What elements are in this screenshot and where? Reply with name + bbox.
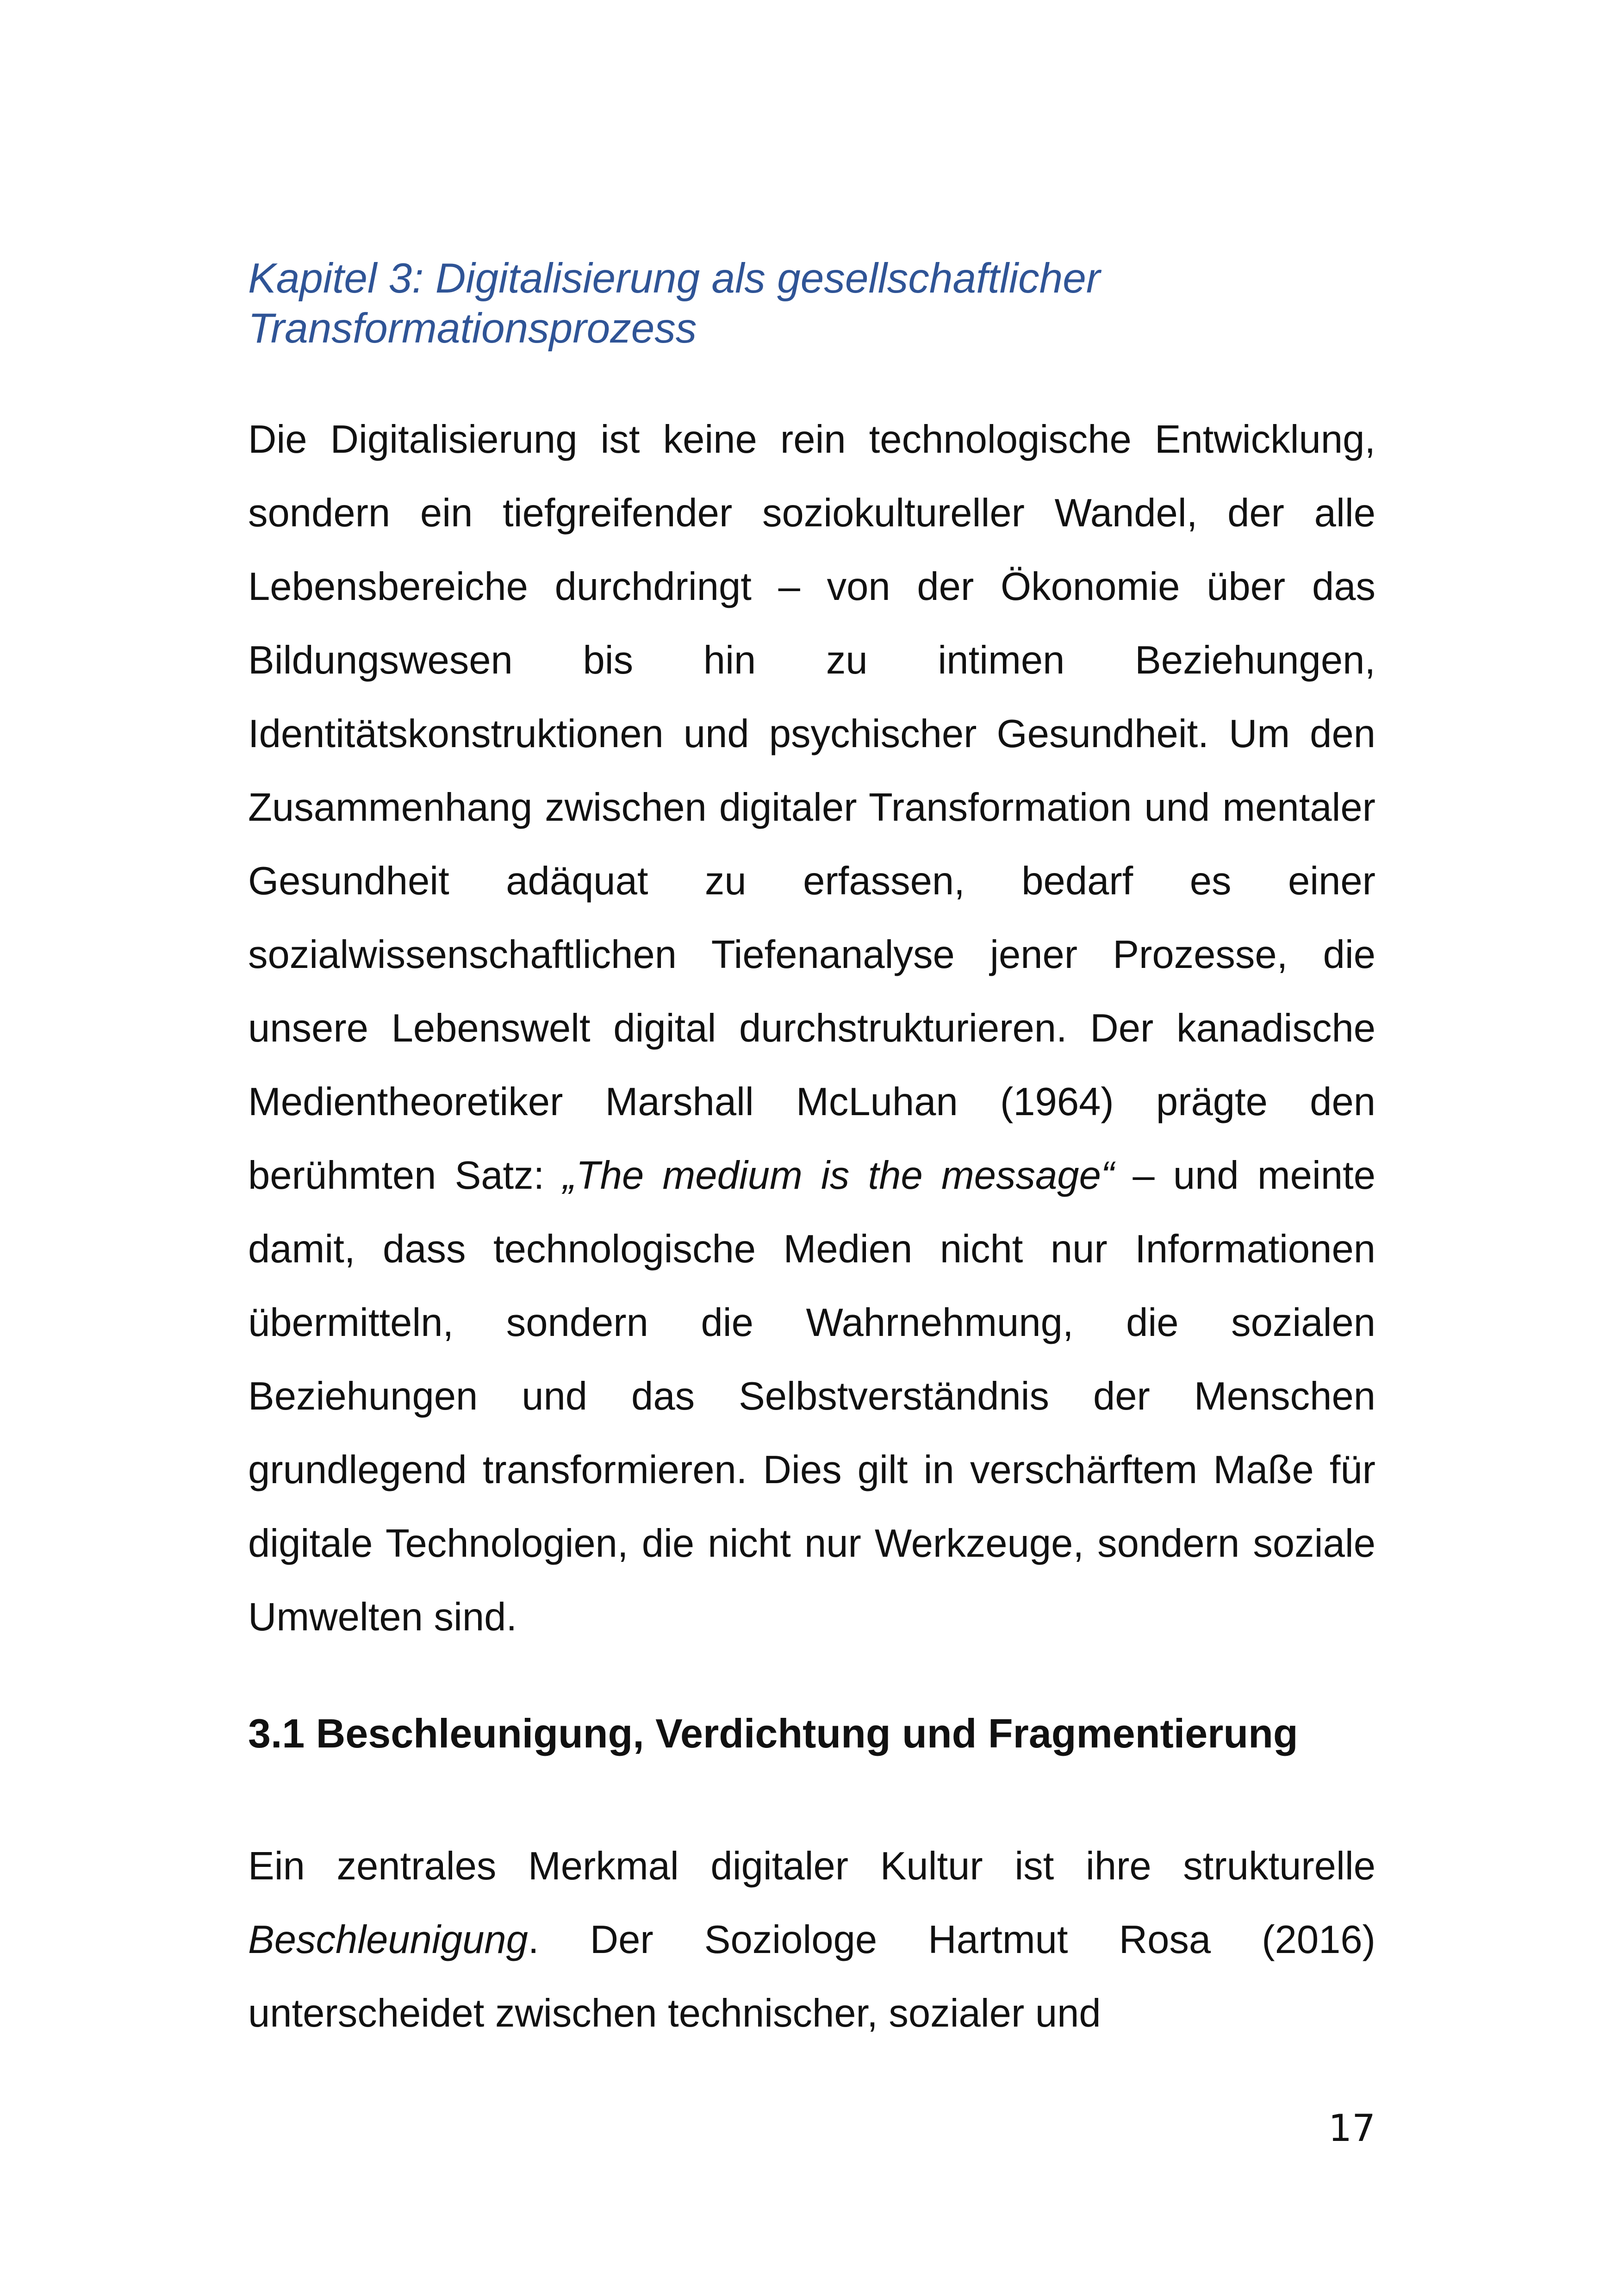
section-text-after-term: . Der Soziologe Hartmut Rosa (2016) unterscheidet zwischen technischer, sozialer und	[248, 1918, 1375, 2035]
mcluhan-quote: „The medium is the message“	[563, 1154, 1114, 1198]
section-paragraph	[248, 1829, 1375, 2050]
intro-paragraph	[248, 403, 1375, 1654]
intro-text-after-quote: – und meinte damit, dass technologische Medien nicht nur Informationen übermitteln, sondern die Wahrnehmung, die sozialen Beziehungen und das Selbstverständnis der Menschen grundlegend transformieren. Dies gilt in verschärftem Maße für digitale Technologien, die nicht nur Werkzeuge, sondern soziale Umwelten sind.	[248, 1154, 1375, 1639]
chapter-title	[248, 254, 1405, 354]
intro-text-before-quote: Die Digitalisierung ist keine rein technologische Entwicklung, sondern ein tiefgreifender soziokultureller Wandel, der alle Lebensbereiche durchdringt – von der Ökonomie über das Bildungswesen bis hin zu intimen Beziehungen, Identitätskonstruktionen und psychischer Gesundheit. Um den Zusammenhang zwischen digitaler Transformation und mentaler Gesundheit adäquat zu erfassen, bedarf es einer sozialwissenschaftlichen Tiefenanalyse jener Prozesse, die unsere Lebenswelt digital durchstrukturieren. Der kanadische Medientheoretiker Marshall McLuhan (1964) prägte den berühmten Satz:	[248, 418, 1375, 1198]
section-heading: 3.1 Beschleunigung, Verdichtung und Fragmentierung	[248, 1710, 1298, 1756]
emphasized-term: Beschleunigung	[248, 1918, 528, 1962]
section-text-before-term: Ein zentrales Merkmal digitaler Kultur ist ihre strukturelle	[248, 1844, 1375, 1888]
chapter-title-line-1: Kapitel 3: Digitalisierung als gesellschaftlicher	[248, 255, 1101, 302]
chapter-title-line-2: Transformationsprozess	[248, 305, 697, 352]
page-number: 17	[1328, 2107, 1375, 2150]
